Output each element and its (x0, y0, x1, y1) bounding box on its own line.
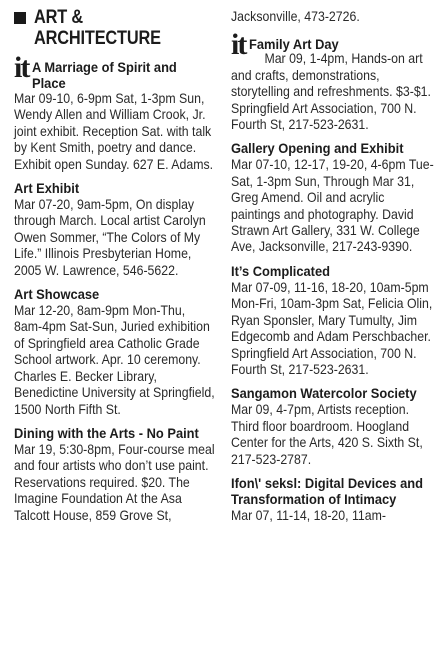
event-body: Mar 07-09, 11-16, 18-20, 10am-5pm Mon-Fri, 10am-3pm Sat, Felicia Olin, Ryan Sponsler, Mary Tumulty, Jim Edgecomb and Adam Perschbacher. Springfield Art Association, 700 N. Fourth St, 217-523-2631. (231, 278, 433, 377)
event-body: Mar 07, 11-14, 18-20, 11am- (231, 506, 387, 523)
event-body: Mar 12-20, 8am-9pm Mon-Thu, 8am-4pm Sat-Sun, Juried exhibition of Springfield area Catholic Grade School artwork. Apr. 10 ceremony. Charles E. Becker Library, Benedictine University at Springfield, 1500 North Fifth St. (14, 302, 215, 417)
event-body: Mar 07-10, 12-17, 19-20, 4-6pm Tue-Sat, 1-3pm Sun, Through Mar 31, Greg Amend. Oil and acrylic paintings and photography. David Strawn Art Gallery, 331 W. College Ave, Jacksonville, 217-243-9390. (231, 156, 434, 255)
event-title: Art Showcase (14, 286, 100, 303)
event-body: Mar 19, 5:30-8pm, Four-course meal and four artists who don’t use paint. Reservations required. $20. The Imagine Foundation At the Asa Talcott House, 859 Grove St, (14, 440, 215, 523)
section-title: ART & ARCHITECTURE (34, 7, 161, 49)
it-pick-logo: it (231, 28, 246, 62)
event-title: Ifon\' seksl: Digital Devices and Transformation of Intimacy (231, 474, 424, 507)
continued-text: Jacksonville, 473-2726. (231, 8, 360, 24)
event-body: Mar 07-20, 9am-5pm, On display through March. Local artist Carolyn Owen Sommer, “The Colors of My Life.” Illinois Presbyterian Home, 2005 W. Lawrence, 546-5622. (14, 196, 206, 278)
event (14, 180, 214, 278)
event (231, 140, 436, 254)
event-pick (14, 51, 214, 172)
event-title: Sangamon Watercolor Society (231, 385, 417, 402)
section-header (14, 7, 214, 49)
event (14, 425, 214, 523)
event-title: A Marriage of Spirit and Place (32, 59, 178, 91)
it-pick-logo: it (14, 51, 29, 84)
event-title: It’s Complicated (231, 262, 331, 279)
left-column (14, 0, 214, 531)
event (14, 286, 214, 417)
event-title: Dining with the Arts - No Paint (14, 424, 199, 441)
square-bullet-icon (14, 12, 26, 24)
event-title: Art Exhibit (14, 180, 80, 197)
event-body: Mar 09, 1-4pm, Hands-on art and crafts, demonstrations, storytelling and refreshments. $3-$1. Springfield Art Association, 700 N. Fourth St, 217-523-2631. (231, 50, 431, 133)
event (231, 385, 436, 467)
event-pick (231, 24, 436, 132)
event-title: Family Art Day (249, 36, 340, 53)
event-title: Gallery Opening and Exhibit (231, 140, 404, 157)
event (231, 263, 436, 377)
event (231, 475, 436, 523)
event-body: Mar 09-10, 6-9pm Sat, 1-3pm Sun, Wendy Allen and William Crook, Jr. joint exhibit. Reception Sat. with talk by Kent Smith, poetry and dance. Exhibit open Sunday. 627 E. Adams. (14, 90, 214, 172)
right-column (231, 0, 436, 531)
event-body: Mar 09, 4-7pm, Artists reception. Third floor boardroom. Hoogland Center for the Arts, 420 S. Sixth St, 217-523-2787. (231, 401, 423, 467)
